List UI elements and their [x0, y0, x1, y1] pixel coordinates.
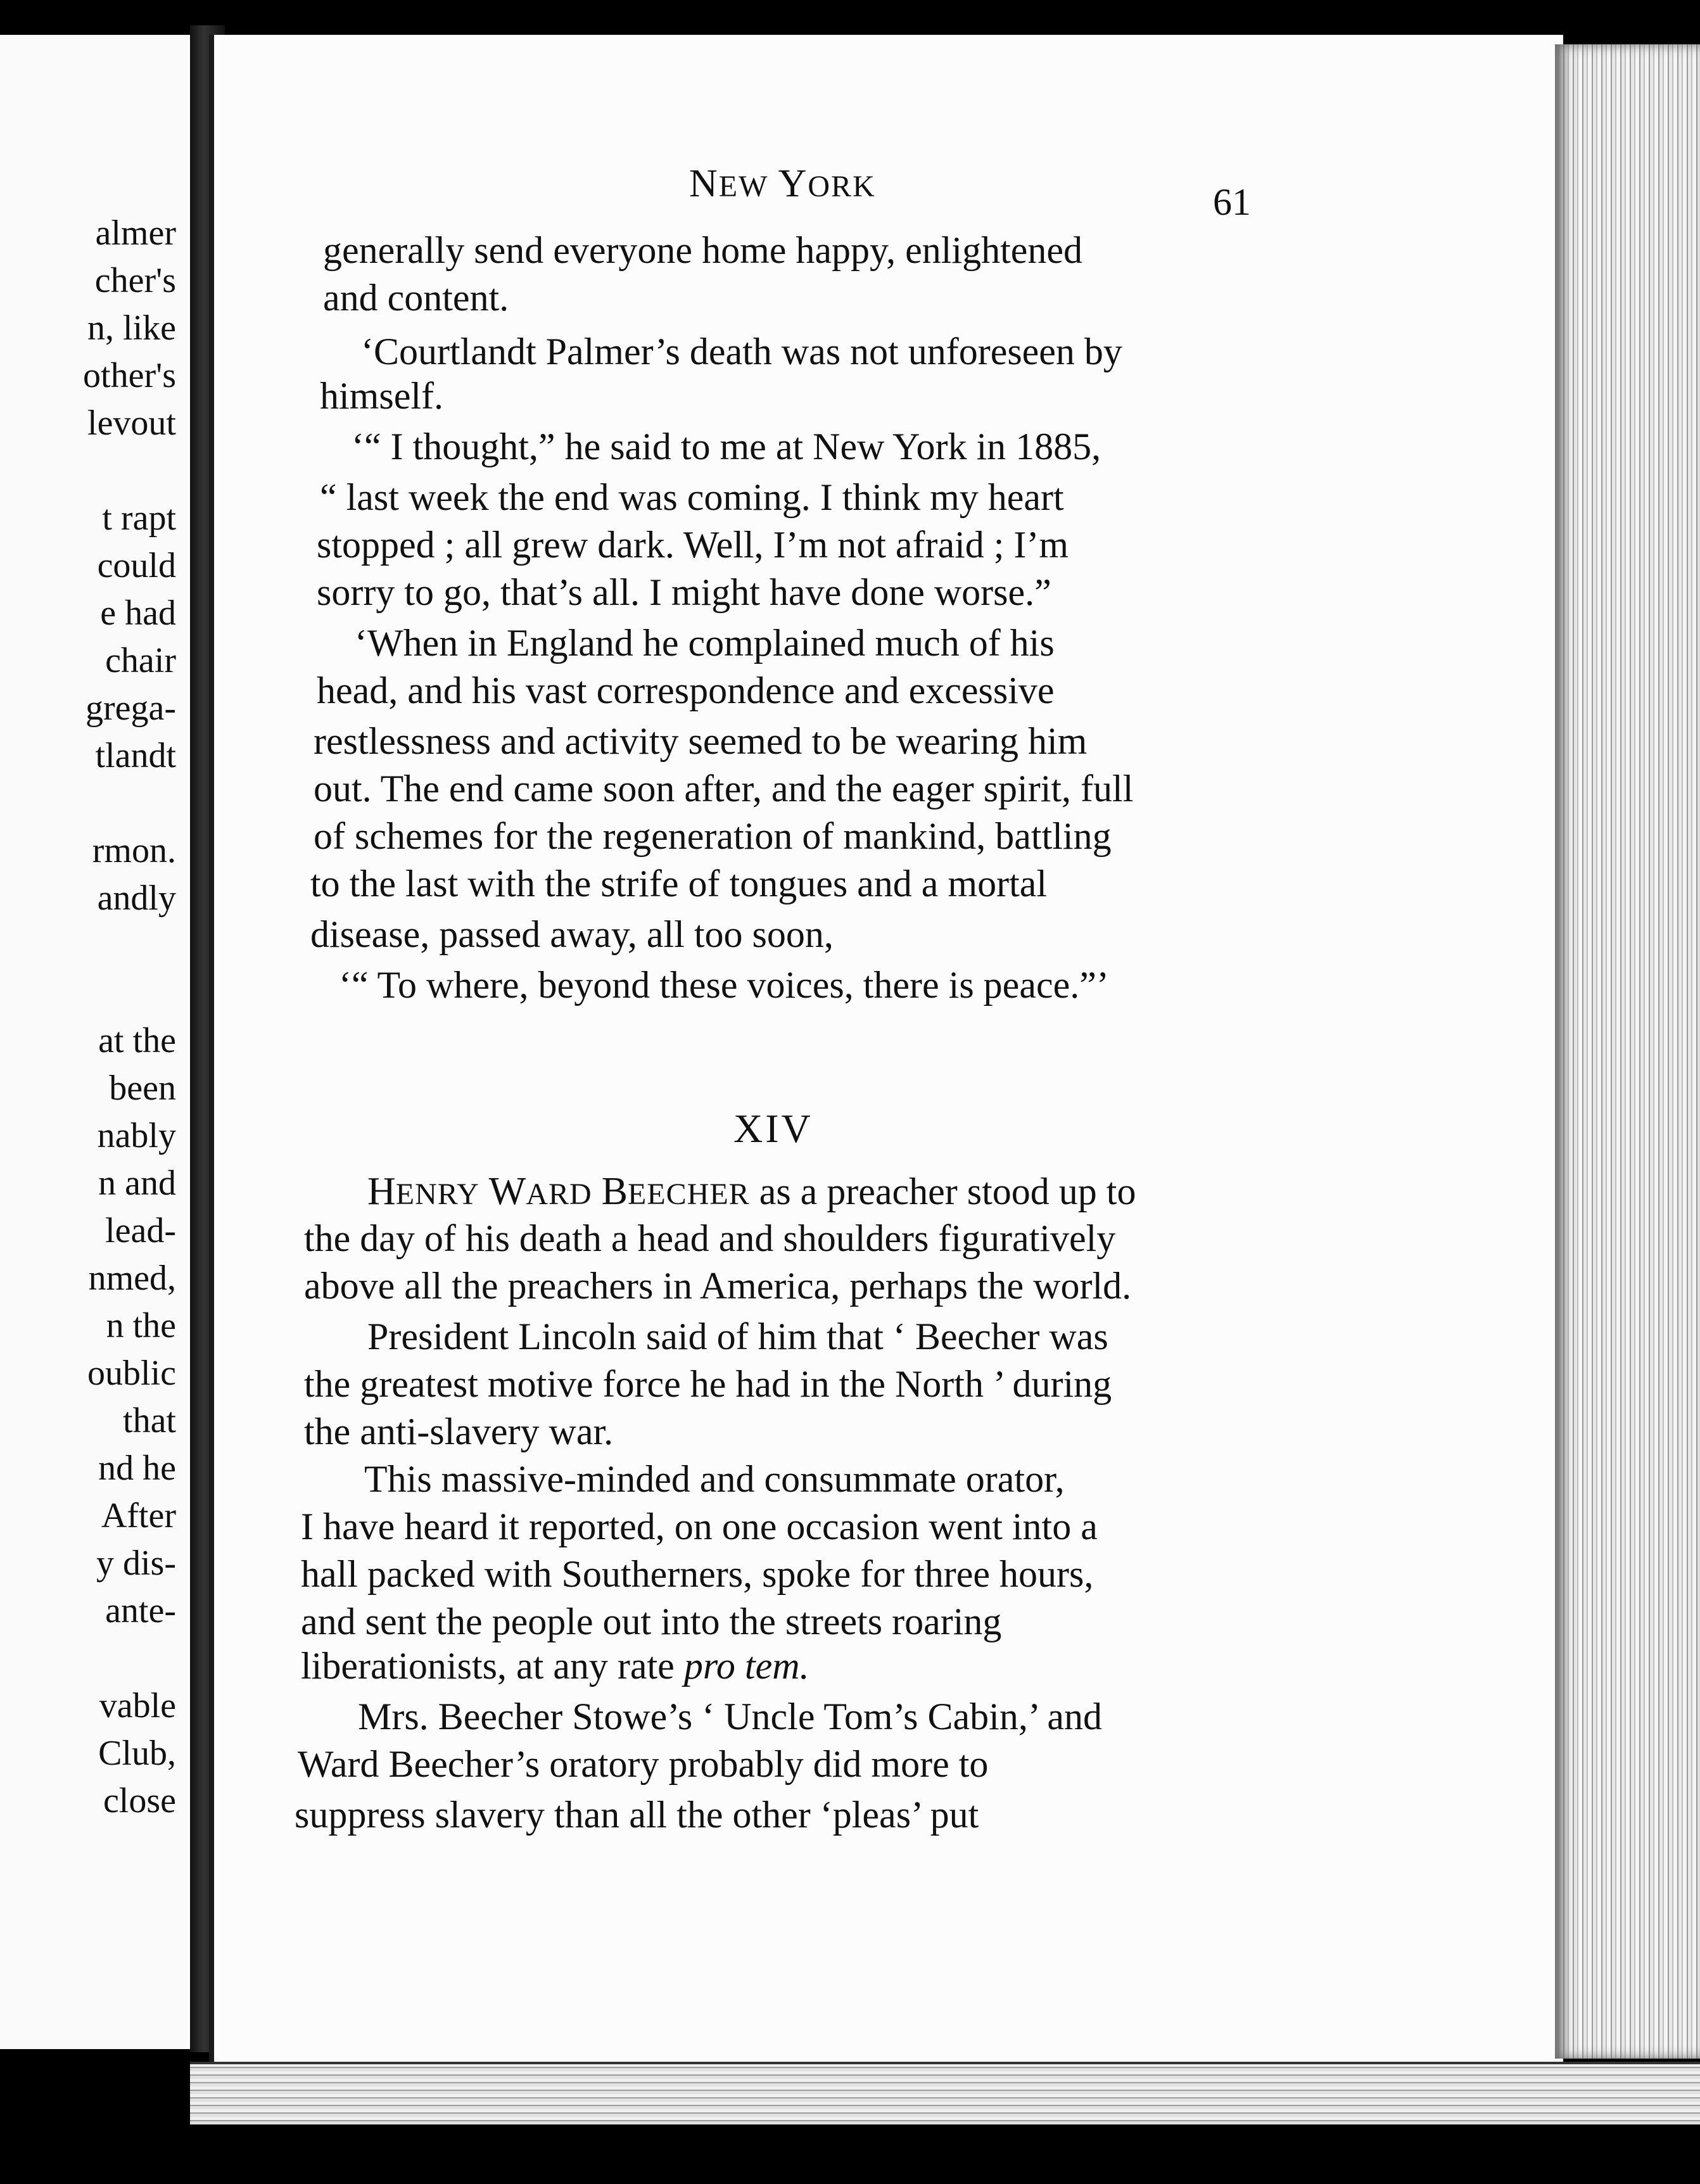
left-page-fragment-line: vable [99, 1686, 176, 1725]
left-page-fragment-line: andly [97, 879, 176, 918]
text-line: of schemes for the regeneration of mankind, battling [314, 815, 1112, 857]
left-page-fragment-line: cher's [94, 261, 176, 300]
text-line: ‘“ I thought,” he said to me at New York in 1885, [352, 426, 1101, 467]
text-line: to the last with the strife of tongues and a mortal [310, 863, 1048, 905]
text-line: above all the preachers in America, perhaps the world. [304, 1265, 1132, 1307]
left-page-fragment-line: levout [87, 403, 176, 443]
text-line: himself. [320, 375, 443, 417]
left-page-fragment-line: t rapt [102, 498, 176, 538]
left-page-fragment-line: could [97, 546, 176, 585]
text-line: ‘“ To where, beyond these voices, there is peace.”’ [339, 964, 1109, 1006]
text-line: President Lincoln said of him that ‘ Beecher was [367, 1316, 1108, 1357]
bottom-page-edge [190, 2062, 1700, 2124]
text-line: “ last week the end was coming. I think my heart [320, 476, 1064, 518]
page-number: 61 [1213, 181, 1251, 223]
chapter-heading: XIV [733, 1106, 813, 1151]
text-line: ‘Courtlandt Palmer’s death was not unforeseen by [361, 331, 1122, 372]
name-initial: W [488, 1170, 526, 1213]
chapter-first-line [367, 1172, 1136, 1211]
left-page-fragment-line: n, like [87, 308, 176, 348]
running-head-initial-1: N [689, 162, 719, 205]
text-line: disease, passed away, all too soon, [310, 913, 834, 955]
text-line: and content. [323, 277, 509, 319]
left-page-fragment-line: been [109, 1069, 176, 1108]
left-page-fragment-line: n the [106, 1306, 176, 1345]
name-initial: H [367, 1170, 396, 1213]
left-page-fragment-line: almer [95, 213, 176, 253]
text-line: Ward Beecher’s oratory probably did more to [298, 1743, 989, 1785]
left-page-fragment-line: y dis- [96, 1544, 176, 1583]
text-segment: liberationists, at any rate [301, 1645, 684, 1687]
running-head [689, 162, 876, 206]
name-smallcaps: EECHER [628, 1178, 750, 1211]
text-line: I have heard it reported, on one occasion went into a [301, 1506, 1098, 1547]
left-page-fragment-line: that [123, 1401, 176, 1440]
text-line: out. The end came soon after, and the eager spirit, full [314, 768, 1134, 809]
italic-phrase: pro tem. [683, 1645, 809, 1687]
left-page-fragment-line: close [103, 1781, 176, 1820]
left-page-fragment-line: nmed, [88, 1259, 176, 1298]
left-page-fragment-line: tlandt [95, 736, 176, 775]
left-page-fragment-line: After [101, 1496, 176, 1535]
name-smallcaps: ENRY [395, 1178, 479, 1211]
text-line: the anti-slavery war. [304, 1411, 614, 1452]
left-page-fragment-line: nably [97, 1116, 176, 1155]
left-page-fragment-line: Club, [98, 1734, 176, 1773]
text-line-pro-tem [301, 1647, 809, 1685]
first-line-tail: as a preacher stood up to [749, 1171, 1136, 1212]
page-edges [1555, 44, 1700, 2059]
text-line: head, and his vast correspondence and excessive [317, 670, 1055, 711]
text-line: sorry to go, that’s all. I might have done worse.” [317, 571, 1051, 613]
name-initial: B [601, 1170, 628, 1213]
left-page-fragment-line: chair [105, 641, 176, 680]
running-head-initial-2: Y [778, 162, 808, 205]
text-line: stopped ; all grew dark. Well, I’m not afraid ; I’m [317, 524, 1069, 566]
left-page-fragment-line: oublic [87, 1354, 176, 1393]
name-smallcaps: ARD [526, 1178, 592, 1211]
left-page-fragment-line: other's [83, 356, 176, 395]
left-page-fragment-line: ante- [105, 1591, 176, 1630]
text-line: restlessness and activity seemed to be wearing him [314, 720, 1088, 762]
text-line: generally send everyone home happy, enlightened [323, 229, 1083, 271]
left-page-fragment-line: at the [98, 1021, 176, 1060]
text-line: This massive-minded and consummate orator, [364, 1458, 1065, 1500]
left-page-fragment-line: lead- [105, 1211, 176, 1250]
text-line: the day of his death a head and shoulders figuratively [304, 1217, 1116, 1259]
text-line: hall packed with Southerners, spoke for three hours, [301, 1553, 1094, 1595]
text-line: and sent the people out into the streets roaring [301, 1601, 1002, 1642]
left-page-fragment [0, 35, 194, 2049]
running-head-smallcaps-2: ORK [808, 170, 876, 203]
running-head-smallcaps-1: EW [718, 170, 769, 203]
left-page-fragment-line: e had [100, 594, 176, 633]
left-page-fragment-line: grega- [85, 689, 176, 728]
text-line: Mrs. Beecher Stowe’s ‘ Uncle Tom’s Cabin,’ and [358, 1696, 1103, 1737]
text-line: ‘When in England he complained much of his [355, 622, 1055, 664]
left-page-fragment-line: n and [98, 1164, 176, 1203]
text-line: suppress slavery than all the other ‘pleas’ put [295, 1794, 979, 1836]
left-page-fragment-line: rmon. [92, 831, 176, 870]
text-line: the greatest motive force he had in the North ’ during [304, 1363, 1112, 1405]
left-page-fragment-line: nd he [98, 1449, 176, 1488]
